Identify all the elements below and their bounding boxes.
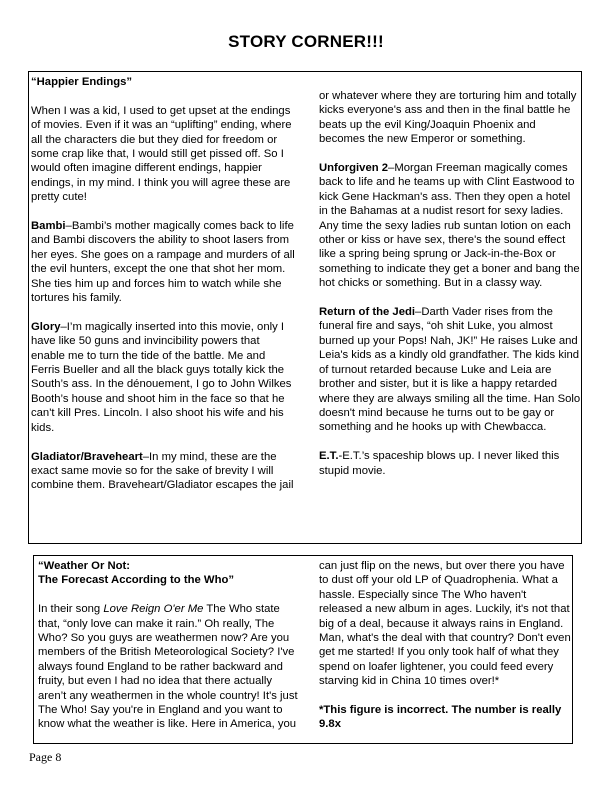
entry-text: –Morgan Freeman magically comes back to life and he teams up with Clint Eastwood to kick Gene Hackman's ass. Then they open a hotel in the Bahamas at a nudist resort for sexy ladies. Any time the sexy ladies rub suntan lotion on each other or kiss or have sex, there's the sound effect like a spring being sprung or Jack-in-the-Box or something to indicate they get a boner and bang the hot chicks or something. But in a classy way. bbox=[319, 162, 580, 290]
song-title: Love Reign O'er Me bbox=[103, 603, 204, 616]
entry-text: –I’m magically inserted into this movie, only I have like 50 guns and invincibility powers that enable me to turn the tide of the battle. Me and Ferris Bueller and all the black guys totally kick the South’s ass. In the dénouement, I go to John Wilkes Booth’s house and shoot him in the face so that he can't kill Pres. Lincoln. I also shoot his wife and his kids. bbox=[31, 320, 292, 434]
story-column-right bbox=[319, 559, 571, 746]
entry-term: Unforgiven 2 bbox=[319, 162, 389, 175]
entry-et bbox=[319, 449, 581, 478]
story-title bbox=[38, 559, 298, 588]
entry-return-of-the-jedi bbox=[319, 305, 581, 435]
story-intro: When I was a kid, I used to get upset at the endings of movies. Even if it was an “uplifting” ending, where all the characters die but they died for freedom or some crap like that, I would still get pissed off. So I would often imagine different endings, happier endings, in my mind. I think you will agree these are pretty cute! bbox=[31, 104, 292, 204]
entry-text: –Darth Vader rises from the funeral fire and says, “oh shit Luke, you almost burned up your Pops! Nah, JK!” He raises Luke and Leia's kids as a kindly old grandfather. The kids kind of turnout retarded because Luke and Leia are brother and sister, but it is like a happy retarded where they are always smiling all the time. Han Solo doesn't mind because he turns out to be gay or something and he hooks up with Chewbacca. bbox=[319, 306, 581, 434]
entry-unforgiven-2 bbox=[319, 161, 581, 291]
entry-text: -E.T.’s spaceship blows up. I never liked this stupid movie. bbox=[319, 450, 560, 477]
entry-gladiator-continued: or whatever where they are torturing him and totally kicks everyone's ass and then in the final battle he beats up the evil King/Joaquin Phoenix and becomes the new Emperor or something. bbox=[319, 90, 577, 146]
story-title-line1: “Weather Or Not: bbox=[38, 560, 131, 572]
story-title-line2: The Forecast According to the Who” bbox=[38, 574, 235, 587]
story-body-continued: can just flip on the news, but over there you have to dust off your old LP of Quadrophenia. What a hassle. Especially since The Who haven't released a new album in ages. Luckily, it's not that big of a deal, because it always rains in England. Man, what's the deal with that country? Don't even get me started! If you only took half of what they spend on loafer lightener, you could feed every starving kid in China 10 times over!* bbox=[319, 560, 571, 688]
entry-text: –In my mind, these are the exact same movie so for the sake of brevity I will combine them. Braveheart/Gladiator escapes the jail bbox=[31, 450, 294, 492]
body-lead: In their song bbox=[38, 603, 104, 616]
entry-text: –Bambi’s mother magically comes back to life and Bambi discovers the ability to shoot lasers from her eyes. She goes on a rampage and murders of all the evil hunters, except the one that shot her mom. She ties him up and forces him to watch while she tortures his family. bbox=[31, 220, 295, 305]
page-title: STORY CORNER!!! bbox=[228, 32, 384, 51]
story-column-right bbox=[319, 89, 581, 492]
page-number: Page 8 bbox=[29, 750, 62, 764]
entry-bambi bbox=[31, 219, 295, 305]
footnote: *This figure is incorrect. The number is really 9.8x bbox=[319, 704, 562, 731]
story-weather-box bbox=[33, 555, 573, 744]
story-title: “Happier Endings” bbox=[31, 76, 133, 88]
story-column-left bbox=[38, 559, 298, 746]
entry-term: Gladiator/Braveheart bbox=[31, 450, 143, 463]
entry-term: E.T. bbox=[319, 450, 339, 463]
entry-term: Return of the Jedi bbox=[319, 306, 416, 319]
entry-gladiator bbox=[31, 450, 295, 493]
story-body bbox=[38, 602, 298, 732]
story-column-left bbox=[31, 75, 295, 507]
entry-term: Bambi bbox=[31, 220, 66, 233]
entry-term: Glory bbox=[31, 320, 61, 333]
body-text: The Who state that, “only love can make it rain.” Oh really, The Who? So you guys are weathermen now? Are you members of the British Meteorological Society? I've always found England to be rather backward and fruity, but even I had no idea that there actually aren’t any weathermen in the whole country! It's just The Who! Say you're in England and you want to know what the weather is like. Here in America, you bbox=[38, 603, 298, 731]
entry-glory bbox=[31, 320, 295, 435]
story-happier-endings-box bbox=[28, 71, 582, 544]
